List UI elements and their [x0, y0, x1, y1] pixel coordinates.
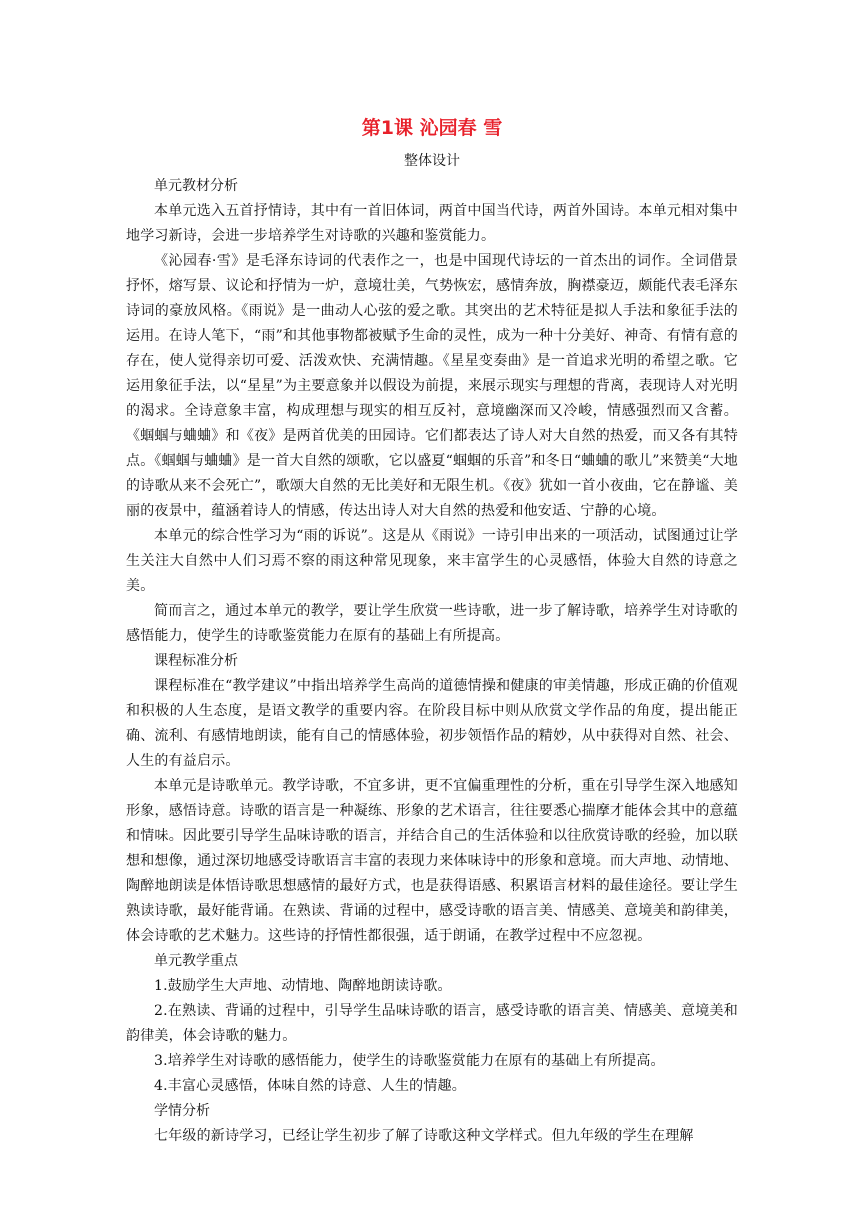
section-student-analysis: [126, 1099, 738, 1149]
list-item: 4.丰富心灵感悟，体味自然的诗意、人生的情趣。: [154, 1078, 466, 1094]
section-heading: 课程标准分析: [154, 653, 238, 669]
section-unit-analysis: [126, 174, 738, 649]
document-page: [126, 112, 738, 1149]
list-item: 3.培养学生对诗歌的感悟能力，使学生的诗歌鉴赏能力在原有的基础上有所提高。: [154, 1053, 665, 1069]
paragraph: 课程标准在“教学建议”中指出培养学生高尚的道德情操和健康的审美情趣，形成正确的价值观和积极的人生态度，是语文教学的重要内容。在阶段目标中则从欣赏文学作品的角度，提出能正确、流利、有感情地朗读，能有自己的情感体验，初步领悟作品的精妙，从中获得对自然、社会、人生的有益启示。: [126, 678, 738, 769]
lesson-title: 第1课 沁园春 雪: [361, 117, 503, 139]
section-teaching-focus: [126, 949, 738, 1099]
section-curriculum-analysis: [126, 649, 738, 949]
paragraph: 本单元选入五首抒情诗，其中有一首旧体词，两首中国当代诗，两首外国诗。本单元相对集中地学习新诗，会进一步培养学生对诗歌的兴趣和鉴赏能力。: [126, 203, 738, 244]
paragraph: 简而言之，通过本单元的教学，要让学生欣赏一些诗歌，进一步了解诗歌，培养学生对诗歌的感悟能力，使学生的诗歌鉴赏能力在原有的基础上有所提高。: [126, 603, 738, 644]
section-heading: 学情分析: [154, 1103, 210, 1119]
paragraph: 本单元是诗歌单元。教学诗歌，不宜多讲，更不宜偏重理性的分析，重在引导学生深入地感知形象，感悟诗意。诗歌的语言是一种凝练、形象的艺术语言，往往要悉心揣摩才能体会其中的意蕴和情味。因此要引导学生品味诗歌的语言，并结合自己的生活体验和以往欣赏诗歌的经验，加以联想和想像，通过深切地感受诗歌语言丰富的表现力来体味诗中的形象和意境。而大声地、动情地、陶醉地朗读是体悟诗歌思想感情的最好方式，也是获得语感、积累语言材料的最佳途径。要让学生熟读诗歌，最好能背诵。在熟读、背诵的过程中，感受诗歌的语言美、情感美、意境美和韵律美，体会诗歌的艺术魅力。这些诗的抒情性都很强，适于朗诵，在教学过程中不应忽视。: [126, 778, 738, 944]
list-item: 2.在熟读、背诵的过程中，引导学生品味诗歌的语言，感受诗歌的语言美、情感美、意境美和韵律美，体会诗歌的魅力。: [126, 1003, 738, 1044]
paragraph: 《沁园春·雪》是毛泽东诗词的代表作之一，也是中国现代诗坛的一首杰出的词作。全词借景抒怀，熔写景、议论和抒情为一炉，意境壮美，气势恢宏，感情奔放，胸襟豪迈，颇能代表毛泽东诗词的豪放风格。《雨说》是一曲动人心弦的爱之歌。其突出的艺术特征是拟人手法和象征手法的运用。在诗人笔下，“雨”和其他事物都被赋予生命的灵性，成为一种十分美好、神奇、有情有意的存在，使人觉得亲切可爱、活泼欢快、充满情趣。《星星变奏曲》是一首追求光明的希望之歌。它运用象征手法，以“星星”为主要意象并以假设为前提，来展示现实与理想的背离，表现诗人对光明的渴求。全诗意象丰富，构成理想与现实的相互反衬，意境幽深而又冷峻，情感强烈而又含蓄。《蝈蝈与蛐蛐》和《夜》是两首优美的田园诗。它们都表达了诗人对大自然的热爱，而又各有其特点。《蝈蝈与蛐蛐》是一首大自然的颂歌，它以盛夏“蝈蝈的乐音”和冬日“蛐蛐的歌儿”来赞美“大地的诗歌从来不会死亡”，歌颂大自然的无比美好和无限生机。《夜》犹如一首小夜曲，它在静谧、美丽的夜景中，蕴涵着诗人的情感，传达出诗人对大自然的热爱和他安适、宁静的心境。: [126, 253, 738, 519]
list-item: 1.鼓励学生大声地、动情地、陶醉地朗读诗歌。: [154, 978, 452, 994]
section-heading: 单元教材分析: [154, 178, 238, 194]
paragraph: 七年级的新诗学习，已经让学生初步了解了诗歌这种文学样式。但九年级的学生在理解: [154, 1128, 694, 1144]
document-subtitle: 整体设计: [404, 153, 460, 169]
paragraph: 本单元的综合性学习为“雨的诉说”。这是从《雨说》一诗引申出来的一项活动，试图通过让学生关注大自然中人们习焉不察的雨这种常见现象，来丰富学生的心灵感悟，体验大自然的诗意之美。: [126, 528, 738, 594]
section-heading: 单元教学重点: [154, 953, 238, 969]
